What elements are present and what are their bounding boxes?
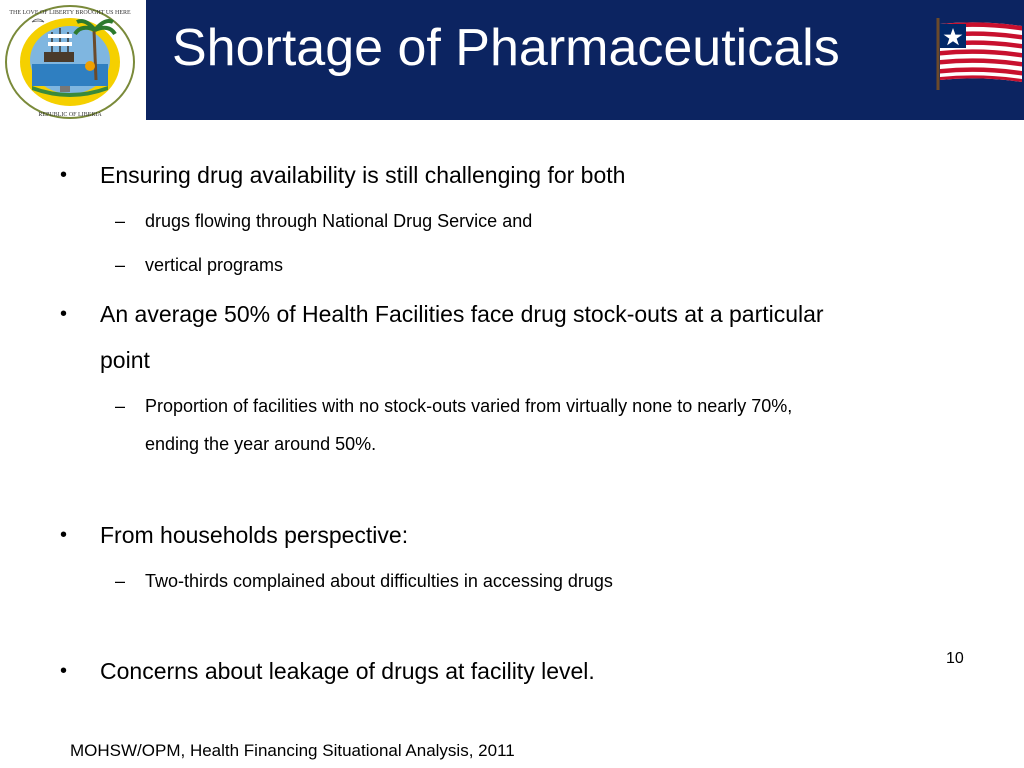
liberia-seal-icon (2, 0, 142, 120)
bullet-marker: • (60, 660, 68, 682)
svg-text:THE LOVE OF LIBERTY BROUGHT US: THE LOVE OF LIBERTY BROUGHT US HERE (9, 10, 131, 16)
bullet-text: From households perspective: (100, 522, 409, 548)
bullet-marker: • (60, 303, 68, 325)
sub-bullet-text-continued: ending the year around 50%. (145, 434, 377, 454)
sub-bullet-text: drugs flowing through National Drug Service and (145, 211, 533, 231)
sub-bullet-text: vertical programs (145, 255, 284, 275)
footer-citation: MOHSW/OPM, Health Financing Situational Analysis, 2011 (70, 741, 515, 760)
dash-marker: – (115, 571, 126, 591)
liberia-flag-icon (934, 16, 1024, 92)
slide-header (0, 0, 1024, 120)
sub-bullet-text: Proportion of facilities with no stock-outs varied from virtually none to nearly 70%, (145, 396, 793, 416)
page-number: 10 (946, 650, 964, 667)
bullet-text: Ensuring drug availability is still challenging for both (100, 162, 626, 188)
bullet-text-continued: point (100, 347, 150, 373)
bullet-marker: • (60, 164, 68, 186)
dash-marker: – (115, 211, 126, 231)
bullet-marker: • (60, 524, 68, 546)
bullet-text: An average 50% of Health Facilities face drug stock-outs at a particular (100, 301, 824, 327)
dash-marker: – (115, 255, 126, 275)
sub-bullet-text: Two-thirds complained about difficulties in accessing drugs (145, 571, 613, 591)
dash-marker: – (115, 396, 126, 416)
bullet-text: Concerns about leakage of drugs at facility level. (100, 658, 595, 684)
svg-text:REPUBLIC OF LIBERIA: REPUBLIC OF LIBERIA (38, 112, 102, 118)
slide-title: Shortage of Pharmaceuticals (172, 19, 840, 77)
